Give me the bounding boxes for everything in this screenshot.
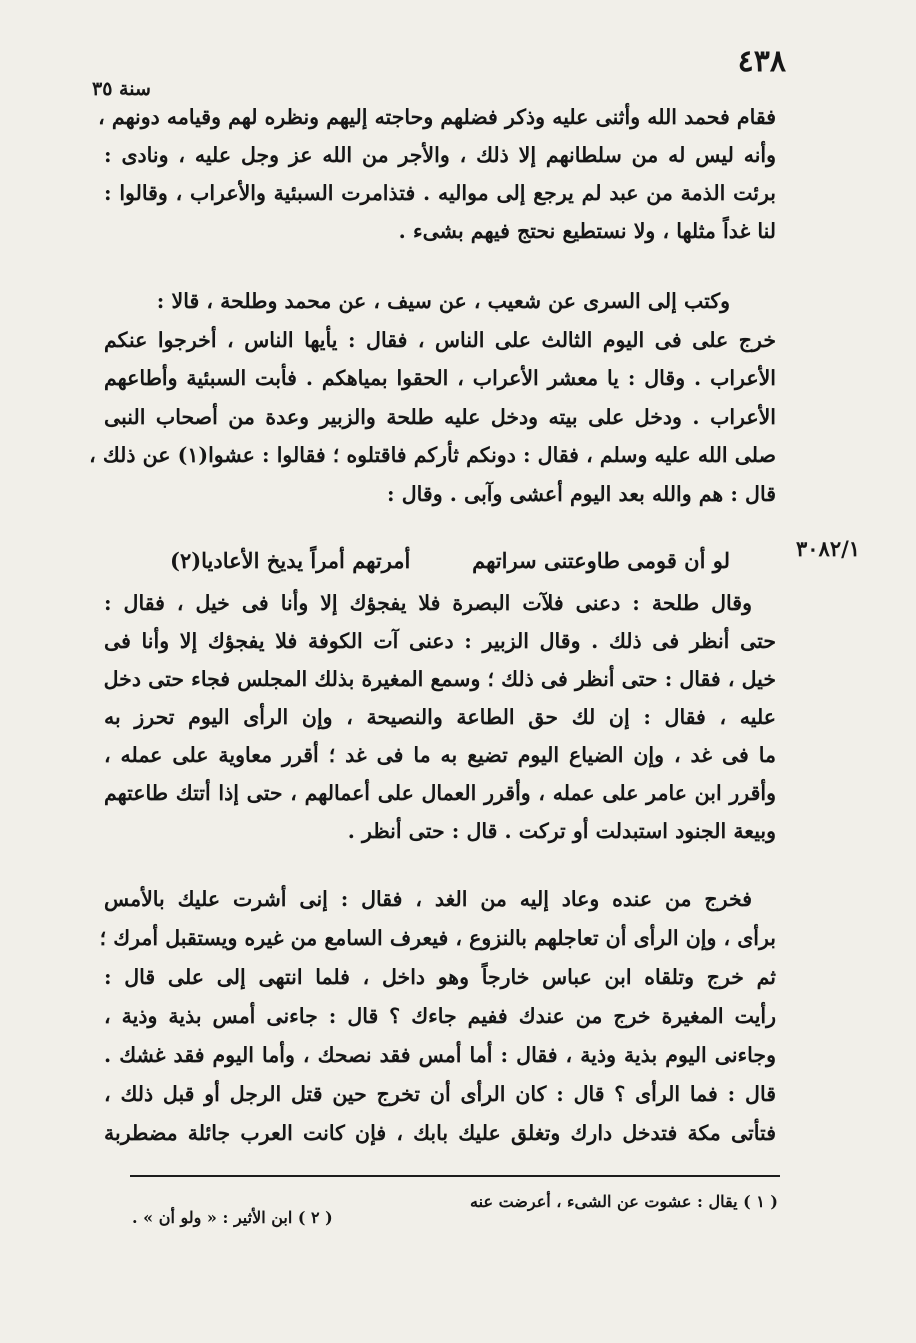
- text-line: خيل ، فقال : حتى أنظر فى ذلك ؛ وسمع المغيرة بذلك المجلس فجاء حتى دخل: [103, 667, 776, 691]
- text-line: فخرج من عنده وعاد إليه من الغد ، فقال : إنى أشرت عليك بالأمس: [104, 887, 752, 911]
- text-line: برئت الذمة من عبد لم يرجع إلى مواليه . فتذامرت السبئية والأعراب ، وقالوا :: [104, 181, 776, 205]
- margin-reference: ٣٠٨٢/١: [796, 536, 861, 561]
- text-line: قال : هم والله بعد اليوم أعشى وآبى . وقال :: [387, 481, 776, 506]
- paragraph-2: [89, 282, 776, 513]
- text-line: وكتب إلى السرى عن شعيب ، عن سيف ، عن محمد وطلحة ، قالا :: [156, 289, 730, 313]
- text-line: صلى الله عليه وسلم ، فقال : دونكم ثأركم فاقتلوه ؛ فقالوا : عشوا(١) عن ذلك ،: [89, 443, 776, 467]
- text-line: الأعراب . ودخل على بيته ودخل عليه طلحة والزبير وعدة من أصحاب النبى: [104, 404, 776, 429]
- text-line: عليه ، فقال : إن لك حق الطاعة والنصيحة ، وإن الرأى اليوم تحرز به: [104, 705, 776, 729]
- page-number: ٤٣٨: [737, 44, 786, 79]
- paragraph-3: [104, 584, 776, 850]
- text-line: حتى أنظر فى ذلك . وقال الزبير : دعنى آت الكوفة فلا يفجؤك إلا وأنا فى: [104, 629, 776, 653]
- verse-hemistich-2: أمرتهم أمراً يديخ الأعاديا(٢): [170, 548, 411, 573]
- text-line: برأى ، وإن الرأى أن تعاجلهم بالنزوع ، فيعرف السامع من غيره ويستقبل أمرك ؛: [99, 926, 776, 950]
- footnote-1: ( ١ ) يقال : عشوت عن الشىء ، أعرضت عنه: [470, 1192, 778, 1211]
- text-line: ثم خرج وتلقاه ابن عباس خارجاً وهو داخل ، فلما انتهى إلى على قال :: [104, 965, 776, 989]
- paragraph-4: [99, 880, 776, 1153]
- text-line: وجاءنى اليوم بذية وذية ، فقال : أما أمس فقد نصحك ، وأما اليوم فقد غشك .: [104, 1043, 776, 1067]
- text-line: الأعراب . وقال : يا معشر الأعراب ، الحقوا بمياهكم . فأبت السبئية وأطاعهم: [104, 366, 776, 390]
- text-line: ما فى غد ، وإن الضياع اليوم تضيع به ما فى غد ؛ أقرر معاوية على عمله ،: [104, 743, 776, 767]
- footnote-divider: [130, 1175, 780, 1177]
- text-line: خرج على فى اليوم الثالث على الناس ، فقال : يأيها الناس ، أخرجوا عنكم: [104, 327, 776, 352]
- footnote-2: ( ٢ ) ابن الأثير : « ولو أن » .: [132, 1208, 333, 1227]
- poetry-verse: [170, 548, 730, 573]
- text-line: قال : فما الرأى ؟ قال : كان الرأى أن تخرج حين قتل الرجل أو قبل ذلك ،: [104, 1082, 776, 1106]
- text-line: وبيعة الجنود استبدلت أو تركت . قال : حتى أنظر .: [347, 819, 776, 843]
- verse-hemistich-1: لو أن قومى طاوعتنى سراتهم: [472, 548, 730, 573]
- text-line: رأيت المغيرة خرج من عندك ففيم جاءك ؟ قال : جاءنى أمس بذية وذية ،: [104, 1004, 776, 1028]
- text-line: فقام فحمد الله وأثنى عليه وذكر فضلهم وحاجته إليهم ونظره لهم وقيامه دونهم ،: [98, 105, 776, 129]
- paragraph-1: [98, 98, 776, 250]
- text-line: فتأتى مكة فتدخل دارك وتغلق عليك بابك ، فإن كانت العرب جائلة مضطربة: [104, 1121, 776, 1145]
- text-line: وأقرر ابن عامر على عمله ، وأقرر العمال على أعمالهم ، حتى إذا أتتك طاعتهم: [104, 781, 776, 805]
- text-line: وقال طلحة : دعنى فلآت البصرة فلا يفجؤك إلا وأنا فى خيل ، فقال :: [104, 591, 752, 615]
- text-line: وأنه ليس له من سلطانهم إلا ذلك ، والأجر من الله عز وجل عليه ، ونادى :: [104, 143, 776, 167]
- year-heading: سنة ٣٥: [92, 78, 151, 100]
- text-line: لنا غداً مثلها ، ولا نستطيع نحتج فيهم بشىء .: [398, 219, 776, 243]
